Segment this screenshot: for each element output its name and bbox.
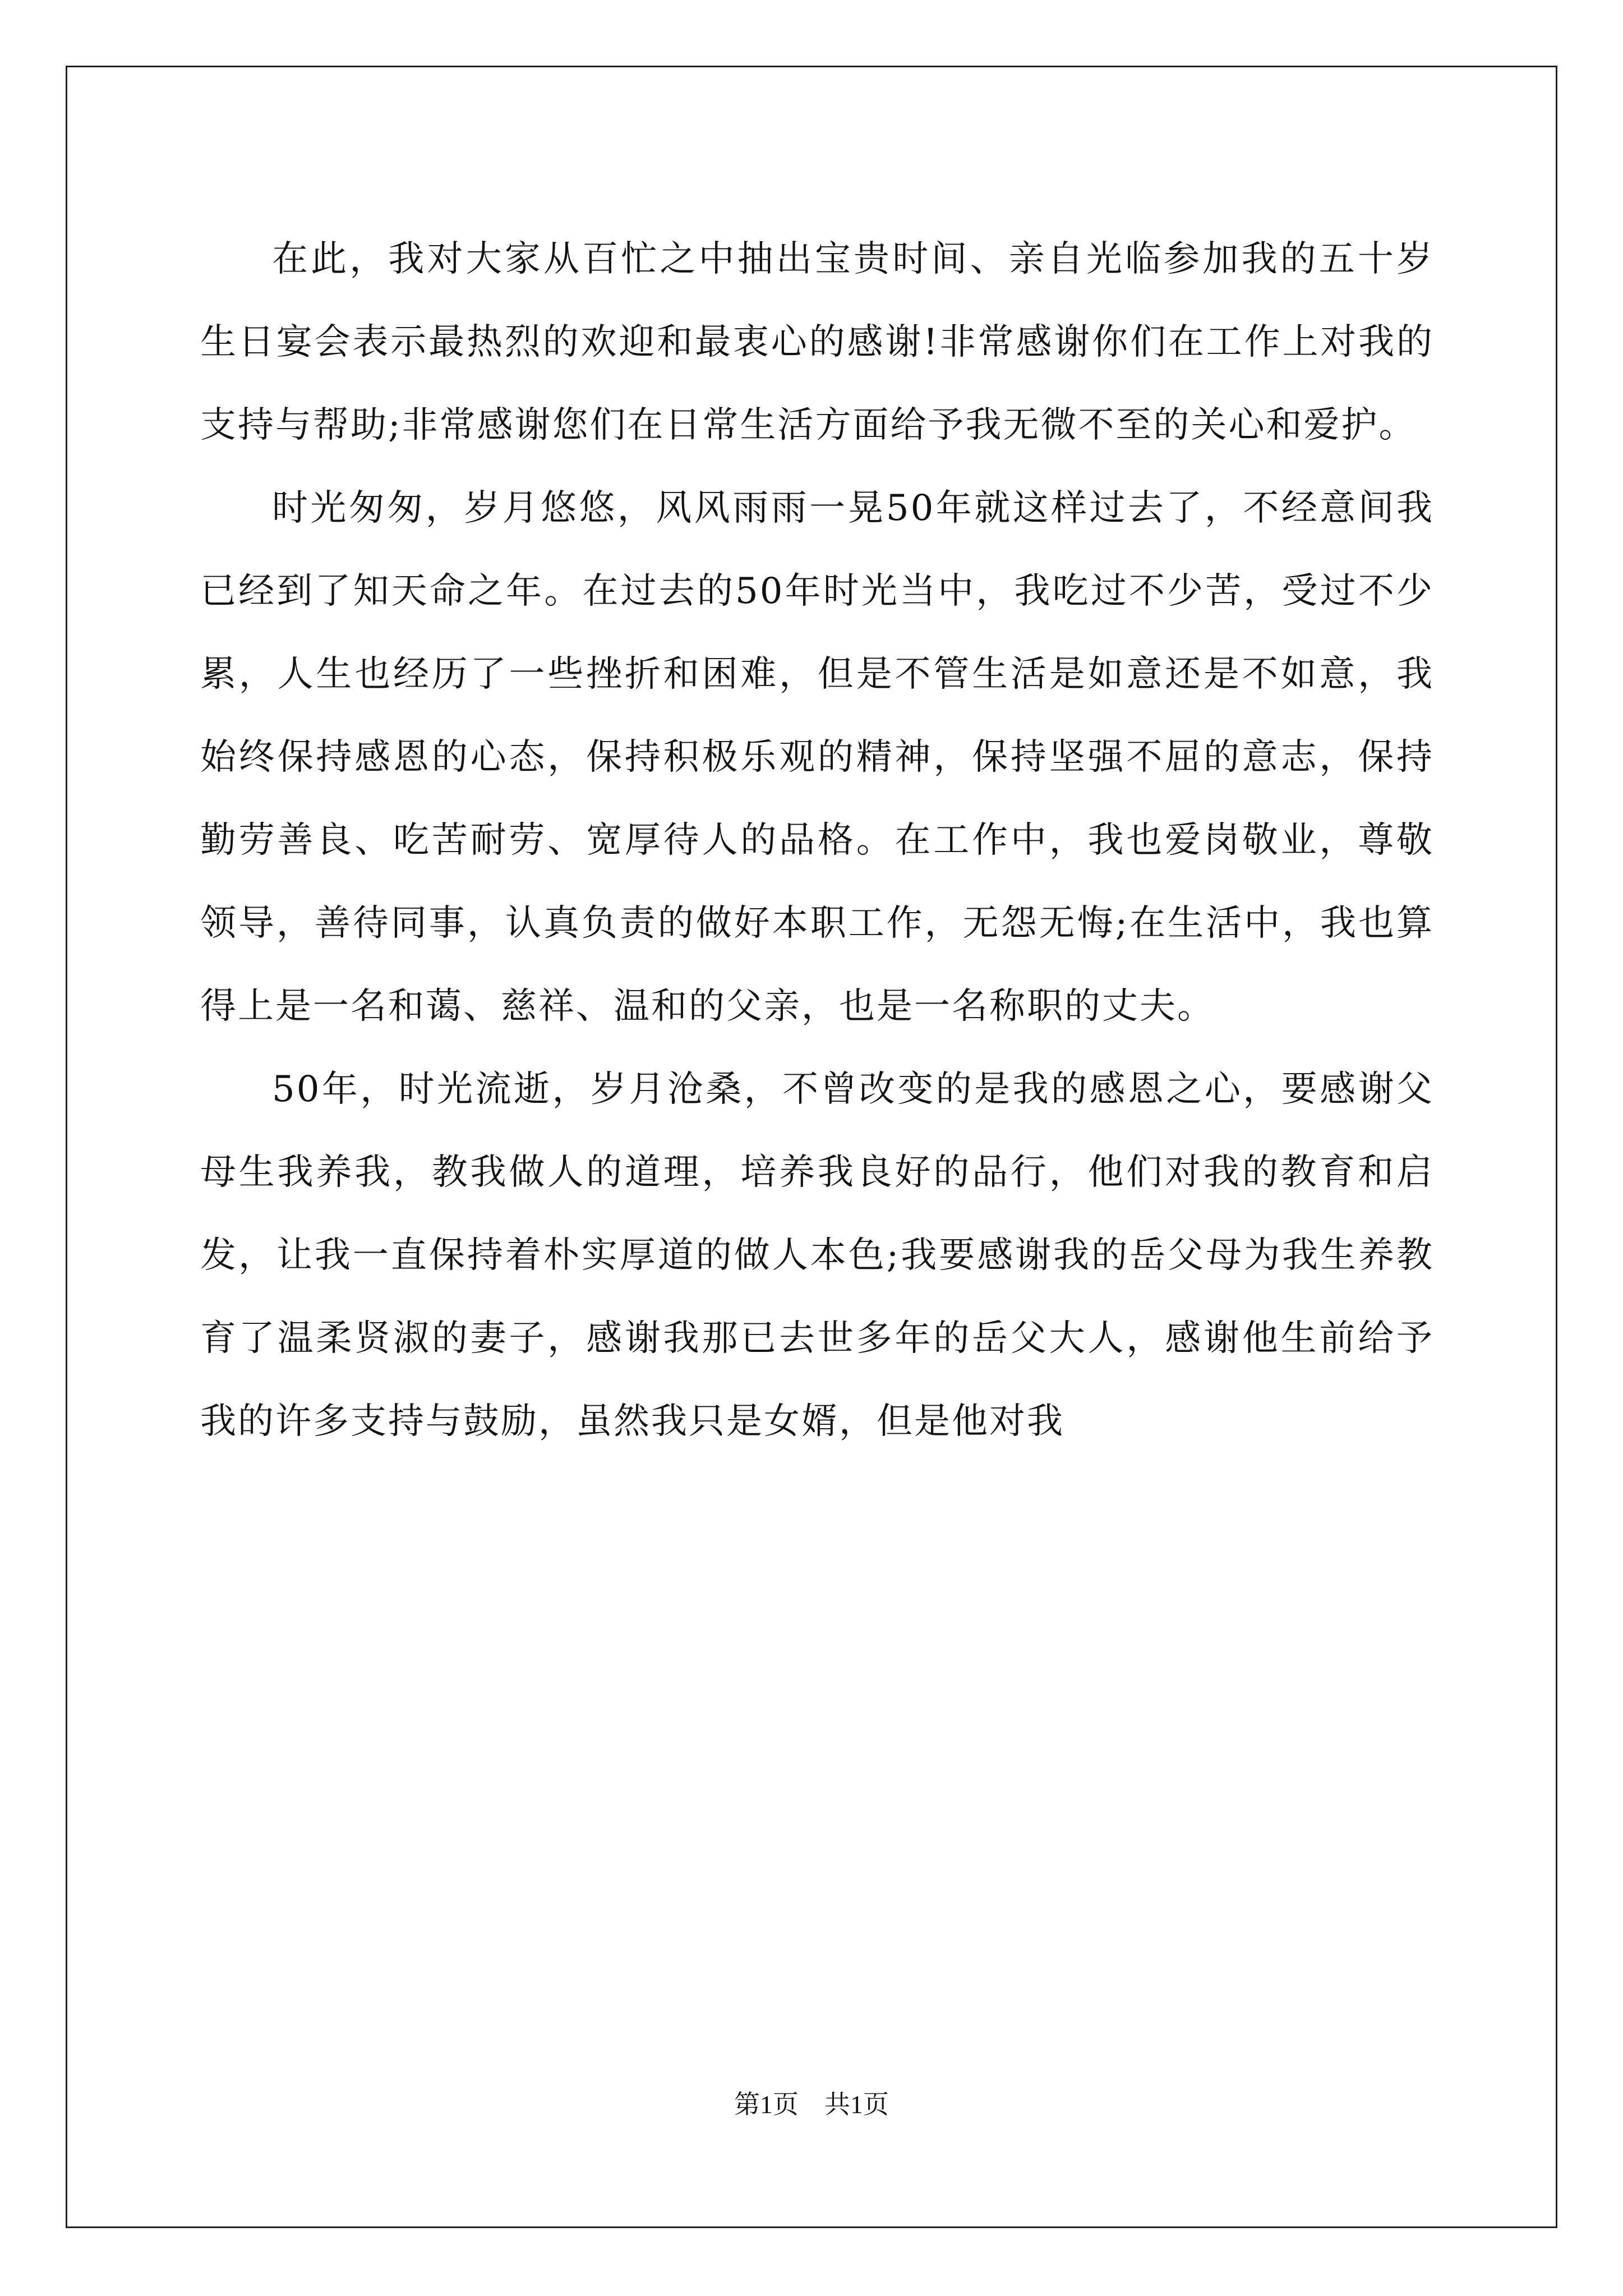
paragraph: 在此，我对大家从百忙之中抽出宝贵时间、亲自光临参加我的五十岁生日宴会表示最热烈的欢迎和最衷心的感谢!非常感谢你们在工作上对我的支持与帮助;非常感谢您们在日常生活方面给予我无微不至的关心和爱护。 — [200, 238, 1434, 446]
page-footer — [0, 2084, 1623, 2121]
page-number: 第1页 — [734, 2090, 799, 2119]
document-body — [200, 218, 1434, 1463]
page-total: 共1页 — [824, 2090, 889, 2119]
paragraph: 50年，时光流逝，岁月沧桑，不曾改变的是我的感恩之心，要感谢父母生我养我，教我做人的道理，培养我良好的品行，他们对我的教育和启发，让我一直保持着朴实厚道的做人本色;我要感谢我的岳父母为我生养教育了温柔贤淑的妻子，感谢我那已去世多年的岳父大人，感谢他生前给予我的许多支持与鼓励，虽然我只是女婿，但是他对我 — [200, 1069, 1434, 1442]
paragraph: 时光匆匆，岁月悠悠，风风雨雨一晃50年就这样过去了，不经意间我已经到了知天命之年。在过去的50年时光当中，我吃过不少苦，受过不少累，人生也经历了一些挫折和困难，但是不管生活是如意还是不如意，我始终保持感恩的心态，保持积极乐观的精神，保持坚强不屈的意志，保持勤劳善良、吃苦耐劳、宽厚待人的品格。在工作中，我也爱岗敬业，尊敬领导，善待同事，认真负责的做好本职工作，无怨无悔;在生活中，我也算得上是一名和蔼、慈祥、温和的父亲，也是一名称职的丈夫。 — [200, 487, 1434, 1027]
